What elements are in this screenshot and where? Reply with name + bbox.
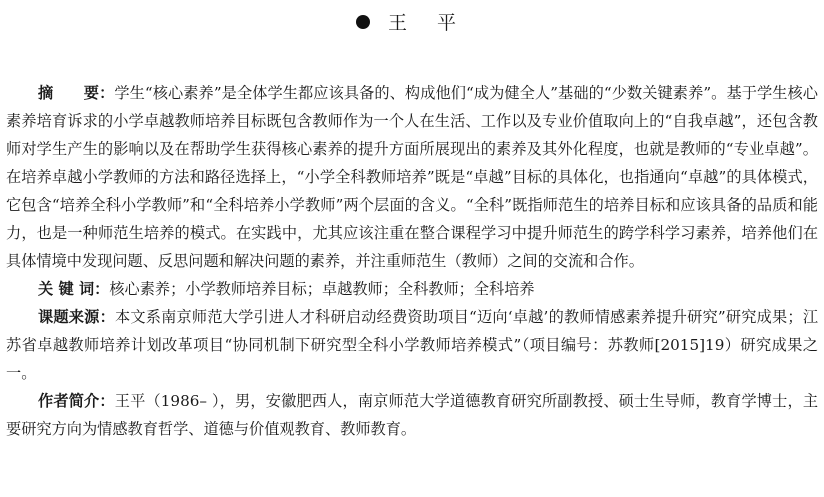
- bio-label: 作者简介：: [38, 392, 115, 410]
- abstract-text: 学生“核心素养”是全体学生都应该具备的、构成他们“成为健全人”基础的“少数关键素养”。基于学生核心素养培育诉求的小学卓越教师培养目标既包含教师作为一个人在生活、工作以及专业价值取向上的“自我卓越”，还包含教师对学生产生的影响以及在帮助学生获得核心素养的提升方面所展现出的素养及其外化程度，也就是教师的“专业卓越”。在培养卓越小学教师的方法和路径选择上，“小学全科教师培养”既是“卓越”目标的具体化，也指通向“卓越”的具体模式，它包含“培养全科小学教师”和“全科培养小学教师”两个层面的含义。“全科”既指师范生的培养目标和应该具备的品质和能力，也是一种师范生培养的模式。在实践中，尤其应该注重在整合课程学习中提升师范生的跨学科学习素养，培养他们在具体情境中发现问题、反思问题和解决问题的素养，并注重师范生（教师）之间的交流和合作。: [6, 84, 818, 270]
- funding-text: 本文系南京师范大学引进人才科研启动经费资助项目“迈向‘卓越’的教师情感素养提升研究”研究成果；江苏省卓越教师培养计划改革项目“协同机制下研究型全科小学教师培养模式”（项目编号：苏教师[2015]19）研究成果之一。: [6, 308, 819, 382]
- abstract-label: 摘 要：: [38, 84, 115, 102]
- funding-label: 课题来源：: [38, 308, 115, 326]
- funding-paragraph: [6, 303, 818, 387]
- author-header: [0, 8, 824, 35]
- bio-text: 王平（1986– ），男，安徽肥西人，南京师范大学道德教育研究所副教授、硕士生导师，教育学博士，主要研究方向为情感教育哲学、道德与价值观教育、教师教育。: [6, 392, 819, 438]
- keywords-label: 关 键 词：: [38, 280, 110, 298]
- keywords-paragraph: [6, 275, 818, 303]
- article-front-matter: [6, 79, 818, 443]
- author-name: 王 平: [387, 12, 469, 34]
- bio-paragraph: [6, 387, 818, 443]
- bullet-icon: [356, 15, 370, 29]
- abstract-paragraph: [6, 79, 818, 275]
- keywords-text: 核心素养；小学教师培养目标；卓越教师；全科教师；全科培养: [109, 280, 535, 298]
